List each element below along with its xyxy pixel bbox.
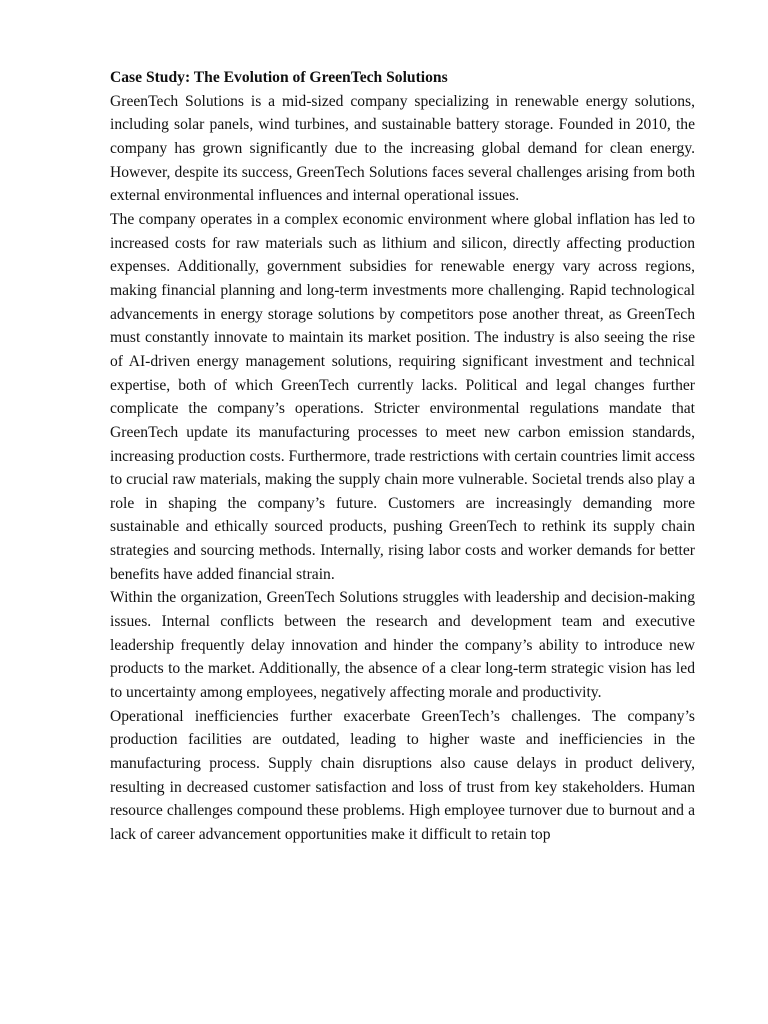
paragraph-operational-inefficiencies: Operational inefficiencies further exacerbate GreenTech’s challenges. The company’s production facilities are outdated, leading to higher waste and inefficiencies in the manufacturing process. Supply chain disruptions also cause delays in product delivery, resulting in decreased customer satisfaction and loss of trust from key stakeholders. Human resource challenges compound these problems. High employee turnover due to burnout and a lack of career advancement opportunities make it difficult to retain top [110,707,695,843]
case-study-title: Case Study: The Evolution of GreenTech Solutions [110,69,448,86]
document-body [110,66,695,847]
paragraph-company-overview: GreenTech Solutions is a mid-sized company specializing in renewable energy solutions, including solar panels, wind turbines, and sustainable battery storage. Founded in 2010, the company has grown significantly due to the increasing global demand for clean energy. However, despite its success, GreenTech Solutions faces several challenges arising from both external environmental influences and internal operational issues. [110,92,695,205]
paragraph-leadership-issues: Within the organization, GreenTech Solutions struggles with leadership and decision-making issues. Internal conflicts between the research and development team and executive leadership frequently delay innovation and hinder the company’s ability to introduce new products to the market. Additionally, the absence of a clear long-term strategic vision has led to uncertainty among employees, negatively affecting morale and productivity. [110,589,695,702]
paragraph-external-environment: The company operates in a complex economic environment where global inflation has led to increased costs for raw materials such as lithium and silicon, directly affecting production expenses. Additionally, government subsidies for renewable energy vary across regions, making financial planning and long-term investments more challenging. Rapid technological advancements in energy storage solutions by competitors pose another threat, as GreenTech must constantly innovate to maintain its market position. The industry is also seeing the rise of AI-driven energy management solutions, requiring significant investment and technical expertise, both of which GreenTech currently lacks. Political and legal changes further complicate the company’s operations. Stricter environmental regulations mandate that GreenTech update its manufacturing processes to meet new carbon emission standards, increasing production costs. Furthermore, trade restrictions with certain countries limit access to crucial raw materials, making the supply chain more vulnerable. Societal trends also play a role in shaping the company’s future. Customers are increasingly demanding more sustainable and ethically sourced products, pushing GreenTech to rethink its supply chain strategies and sourcing methods. Internally, rising labor costs and worker demands for better benefits have added financial strain. [110,210,695,583]
